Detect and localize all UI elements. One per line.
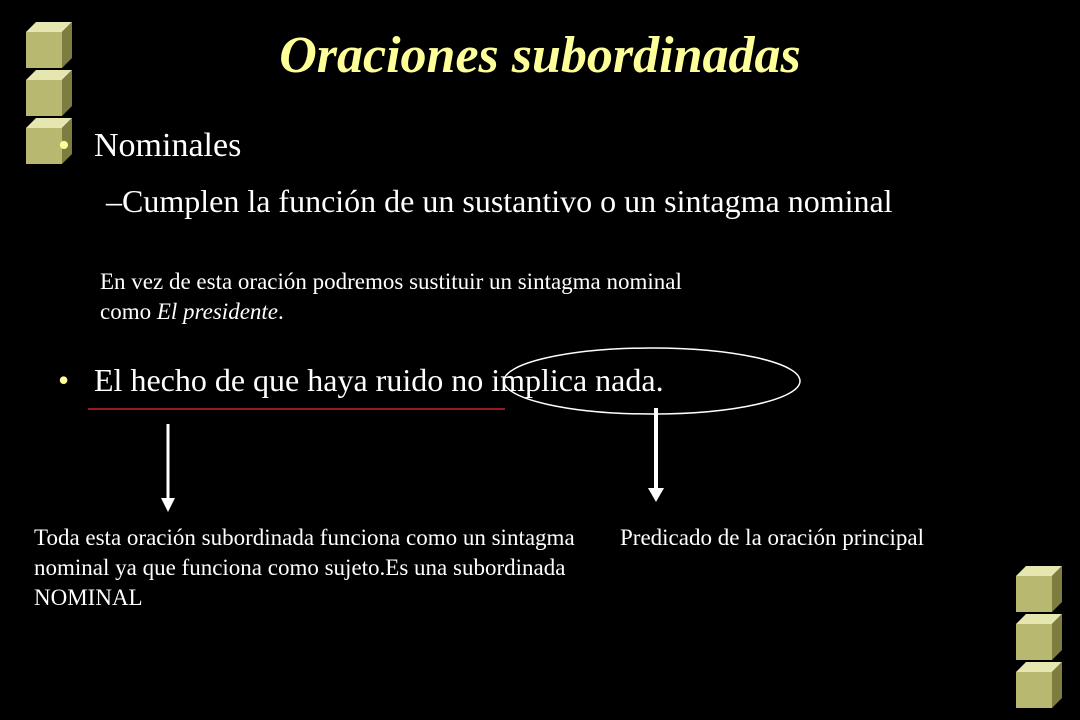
predicate-ellipse <box>504 348 800 414</box>
example-sentence-text: El hecho de que haya ruido no implica nada. <box>94 362 664 398</box>
slide-title: Oraciones subordinadas <box>279 27 801 84</box>
predicate-explanation: Predicado de la oración principal <box>620 525 924 550</box>
arrow-down-icon <box>648 408 664 502</box>
note-text: En vez de esta oración podremos sustituir un sintagma nominal como <box>100 269 682 324</box>
sub-bullet-marker: – <box>106 183 122 219</box>
bullet-text: Nominales <box>94 127 242 164</box>
arrow-down-icon <box>161 424 175 512</box>
sub-bullet-text: Cumplen la función de un sustantivo o un sintagma nominal <box>122 183 893 219</box>
note-end: . <box>278 299 284 324</box>
bullet-marker: • <box>58 127 70 164</box>
subject-explanation: Toda esta oración subordinada funciona como un sintagma nominal ya que funciona como sujeto.Es una subordinada NOMINAL <box>34 525 575 610</box>
bullet-marker: • <box>58 362 70 398</box>
note-example: El presidente <box>156 299 279 324</box>
